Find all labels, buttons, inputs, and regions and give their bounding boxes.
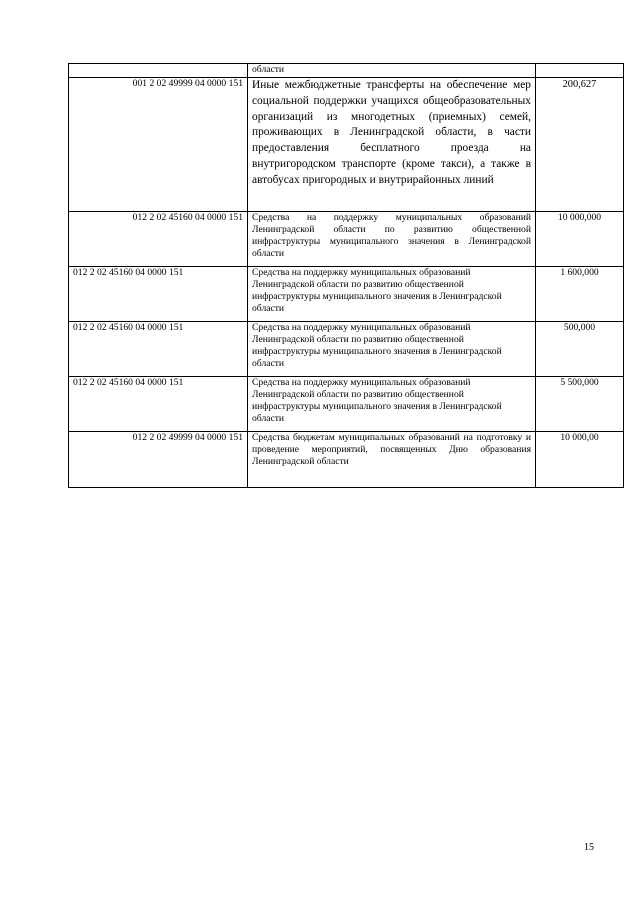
amount-cell <box>536 64 624 78</box>
description-cell: Средства бюджетам муниципальных образований на подготовку и проведение мероприятий, посвященных Дню образования Ленинградской области <box>248 432 536 488</box>
budget-code-cell <box>69 64 248 78</box>
page-number: 15 <box>584 842 594 853</box>
table-row <box>69 212 624 267</box>
budget-code-cell: 012 2 02 49999 04 0000 151 <box>69 432 248 488</box>
table-row <box>69 64 624 78</box>
table-row <box>69 377 624 432</box>
amount-cell: 10 000,00 <box>536 432 624 488</box>
description-cell: Средства на поддержку муниципальных образований Ленинградской области по развитию общественной инфраструктуры муниципального значения в Ленинградской области <box>248 377 536 432</box>
table-row <box>69 267 624 322</box>
table-row <box>69 322 624 377</box>
description-cell: Средства на поддержку муниципальных образований Ленинградской области по развитию общественной инфраструктуры муниципального значения в Ленинградской области <box>248 267 536 322</box>
budget-code-cell: 012 2 02 45160 04 0000 151 <box>69 322 248 377</box>
amount-cell: 1 600,000 <box>536 267 624 322</box>
budget-revenue-table <box>68 63 624 488</box>
budget-code-cell: 012 2 02 45160 04 0000 151 <box>69 212 248 267</box>
description-cell: Средства на поддержку муниципальных образований Ленинградской области по развитию общественной инфраструктуры муниципального значения в Ленинградской области <box>248 212 536 267</box>
amount-cell: 5 500,000 <box>536 377 624 432</box>
amount-cell: 500,000 <box>536 322 624 377</box>
table-row <box>69 78 624 212</box>
budget-code-cell: 012 2 02 45160 04 0000 151 <box>69 267 248 322</box>
table-row <box>69 432 624 488</box>
budget-code-cell: 012 2 02 45160 04 0000 151 <box>69 377 248 432</box>
description-cell: области <box>248 64 536 78</box>
amount-cell: 10 000,000 <box>536 212 624 267</box>
description-cell: Средства на поддержку муниципальных образований Ленинградской области по развитию общественной инфраструктуры муниципального значения в Ленинградской области <box>248 322 536 377</box>
description-cell: Иные межбюджетные трансферты на обеспечение мер социальной поддержки учащихся общеобразовательных организаций из многодетных (приемных) семей, проживающих в Ленинградской области, в части предоставления бесплатного проезда на внутригородском транспорте (кроме такси), а также в автобусах пригородных и внутрирайонных линий <box>248 78 536 212</box>
budget-code-cell: 001 2 02 49999 04 0000 151 <box>69 78 248 212</box>
amount-cell: 200,627 <box>536 78 624 212</box>
